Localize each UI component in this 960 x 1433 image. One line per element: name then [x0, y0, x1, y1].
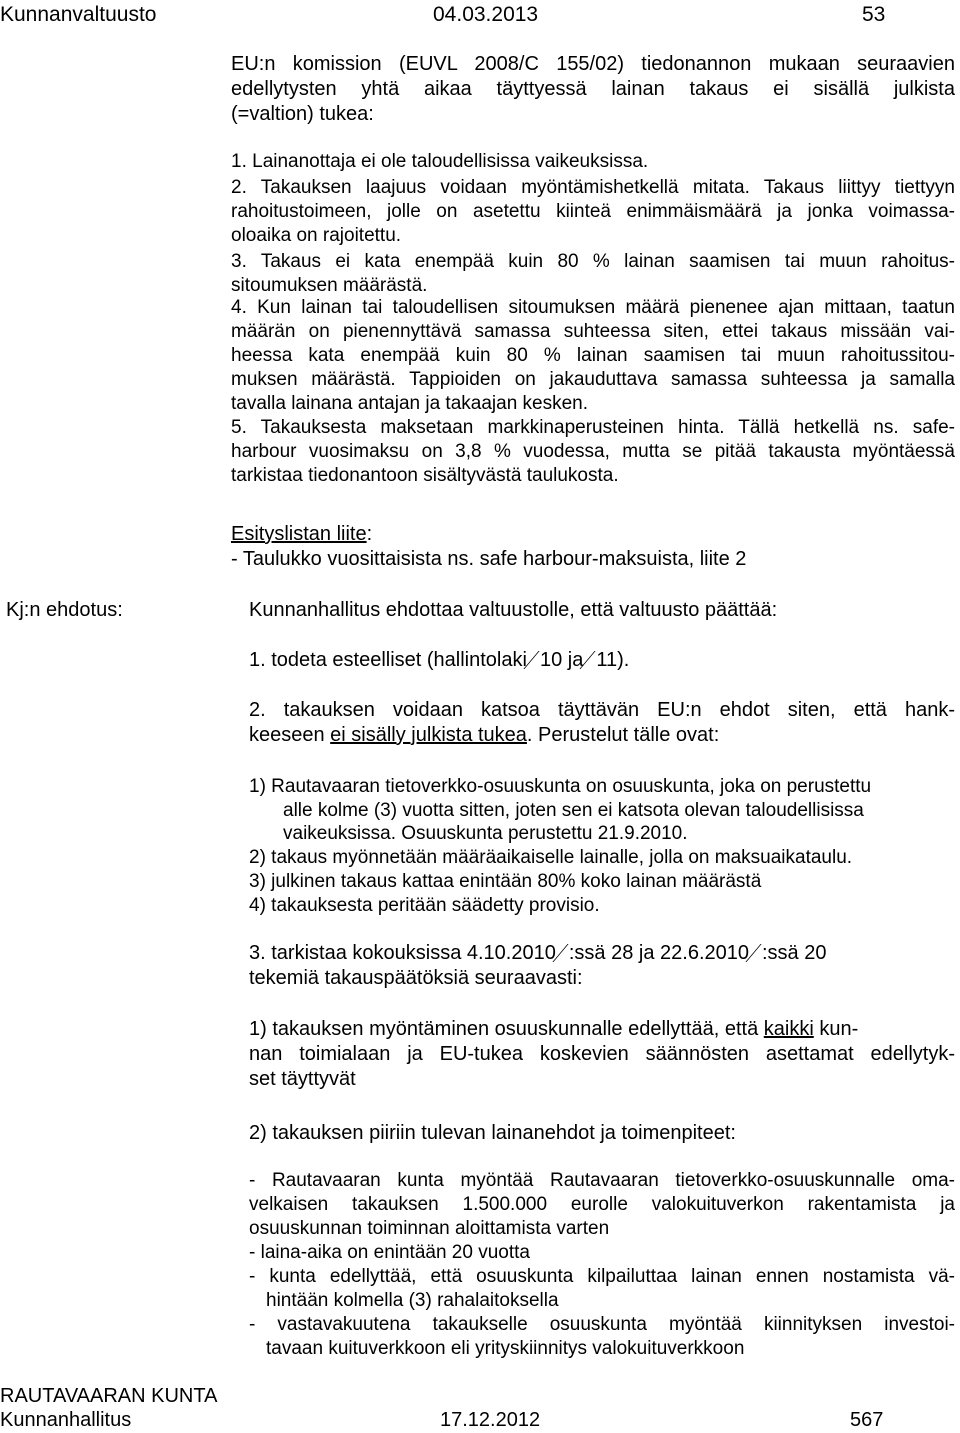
condition-3-line-2: sitoumuksen määrästä. [231, 275, 428, 296]
term-2: - laina-aika on enintään 20 vuotta [249, 1242, 530, 1263]
intro-line-2: edellytysten yhtä aikaa täyttyessä lainan takaus ei sisällä julkista [231, 78, 955, 100]
intro-line-1: EU:n komission (EUVL 2008/C 155/02) tiedonannon mukaan seuraavien [231, 53, 955, 75]
reason-1-line-1: 1) Rautavaaran tietoverkko-osuuskunta on osuuskunta, joka on perustettu [249, 776, 872, 797]
condition-4-line-4: muksen määrästä. Tappioiden on jakauduttava samassa suhteessa ja samalla [231, 369, 955, 390]
footer-board: Kunnanhallitus [0, 1409, 132, 1431]
condition-5-line-2: harbour vuosimaksu on 3,8 % vuodessa, mutta se pitää takausta myöntäessä [231, 441, 955, 462]
proposal-item-1 [249, 648, 629, 673]
proposal-label: Kj:n ehdotus: [6, 599, 123, 621]
item-3-meeting-a: :ssä 28 ja 22.6.2010 [568, 942, 749, 964]
term-3-line-1: - kunta edellyttää, että osuuskunta kilpailuttaa lainan ennen nostamista vä- [249, 1266, 955, 1287]
cond-1-underlined: kaikki [763, 1018, 814, 1040]
item-2-prefix: keeseen [249, 724, 331, 746]
footer-org: RAUTAVAARAN KUNTA [0, 1385, 218, 1407]
header-page-number: 53 [862, 3, 886, 26]
cond-1-line-2: nan toimialaan ja EU-tukea koskevien säännösten asettamat edellytyk- [249, 1043, 955, 1065]
condition-5-line-3: tarkistaa tiedonantoon sisältyvästä taulukosta. [231, 465, 619, 486]
proposal-item-3-line-1 [249, 941, 955, 966]
term-1-line-1: - Rautavaaran kunta myöntää Rautavaaran tietoverkko-osuuskunnalle oma- [249, 1170, 955, 1191]
item-1-section-a: 10 [539, 649, 563, 671]
term-4-line-2: tavaan kuituverkkoon eli yrityskiinnitys valokuituverkkoon [266, 1338, 745, 1359]
term-1-line-3: osuuskunnan toiminnan aloittamista varten [249, 1218, 610, 1239]
item-2-underlined: ei sisälly julkista tukea [330, 724, 527, 746]
reason-1-line-2: alle kolme (3) vuotta sitten, joten sen ei katsota olevan taloudellisissa [283, 800, 864, 821]
item-2-suffix: . Perustelut tälle ovat: [526, 724, 720, 746]
item-3-meeting-b: :ssä 20 [762, 942, 827, 964]
cond-2: 2) takauksen piiriin tulevan lainanehdot ja toimenpiteet: [249, 1122, 736, 1144]
reason-3: 3) julkinen takaus kattaa enintään 80% koko lainan määrästä [249, 871, 762, 892]
item-1-text: 1. todeta esteelliset (hallintolaki [249, 649, 527, 671]
attachment-heading-text: Esityslistan liite [231, 523, 367, 545]
condition-5-line-1: 5. Takauksesta maksetaan markkinaperusteinen hinta. Tällä hetkellä ns. safe- [231, 417, 955, 438]
term-1-line-2: velkaisen takauksen 1.500.000 eurolle valokuituverkon rakentamista ja [249, 1194, 955, 1215]
condition-4-line-1: 4. Kun lainan tai taloudellisen sitoumuksen määrä pienenee ajan mittaan, taatun [231, 297, 955, 318]
footer-date: 17.12.2012 [440, 1409, 541, 1431]
condition-2-line-3: oloaika on rajoitettu. [231, 225, 402, 246]
attachment-item: - Taulukko vuosittaisista ns. safe harbour-maksuista, liite 2 [231, 548, 747, 570]
condition-4-line-2: määrän on pienennyttävä samassa suhteessa siten, ettei takaus missään vai- [231, 321, 955, 342]
reason-1-line-3: vaikeuksissa. Osuuskunta perustettu 21.9.2010. [283, 823, 688, 844]
cond-1-suffix: kun- [813, 1018, 859, 1040]
intro-line-3: (=valtion) tukea: [231, 103, 374, 125]
term-3-line-2: hintään kolmella (3) rahalaitoksella [266, 1290, 559, 1311]
proposal-lead: Kunnanhallitus ehdottaa valtuustolle, että valtuusto päättää: [249, 599, 778, 621]
cond-1-line-1 [249, 1017, 955, 1042]
header-date: 04.03.2013 [433, 3, 539, 26]
item-1-section-b: 11). [596, 649, 630, 671]
proposal-item-2-line-2 [249, 723, 719, 748]
condition-1: 1. Lainanottaja ei ole taloudellisissa vaikeuksissa. [231, 151, 649, 172]
header-org: Kunnanvaltuusto [0, 3, 157, 26]
attachment-heading-colon: : [366, 523, 373, 545]
cond-1-line-3: set täyttyvät [249, 1068, 356, 1090]
condition-4-line-3: heessa kata enempää kuin 80 % lainan saamisen tai muun rahoitussitou- [231, 345, 955, 366]
reason-4: 4) takauksesta peritään säädetty provisio. [249, 895, 600, 916]
attachment-heading [231, 522, 372, 547]
condition-4-line-5: tavalla lainana antajan ja takaajan kesken. [231, 393, 589, 414]
proposal-item-3-line-2: tekemiä takauspäätöksiä seuraavasti: [249, 967, 583, 989]
term-4-line-1: - vastavakuutena takaukselle osuuskunta myöntää kiinnityksen investoi- [249, 1314, 955, 1335]
item-3-text: 3. tarkistaa kokouksissa 4.10.2010 [249, 942, 556, 964]
proposal-item-2-line-1: 2. takauksen voidaan katsoa täyttävän EU:n ehdot siten, että hank- [249, 699, 955, 721]
reason-2: 2) takaus myönnetään määräaikaiselle lainalle, jolla on maksuaikataulu. [249, 847, 853, 868]
condition-3-line-1: 3. Takaus ei kata enempää kuin 80 % lainan saamisen tai muun rahoitus- [231, 251, 955, 272]
condition-2-line-1: 2. Takauksen laajuus voidaan myöntämishetkellä mitata. Takaus liittyy tiettyyn [231, 177, 955, 198]
item-1-and: ja [567, 649, 584, 671]
condition-2-line-2: rahoitustoimeen, jolle on asetettu kiinteä enimmäismäärä ja jonka voimassa- [231, 201, 955, 222]
footer-page-number: 567 [850, 1409, 884, 1431]
cond-1-prefix: 1) takauksen myöntäminen osuuskunnalle edellyttää, että [249, 1018, 764, 1040]
